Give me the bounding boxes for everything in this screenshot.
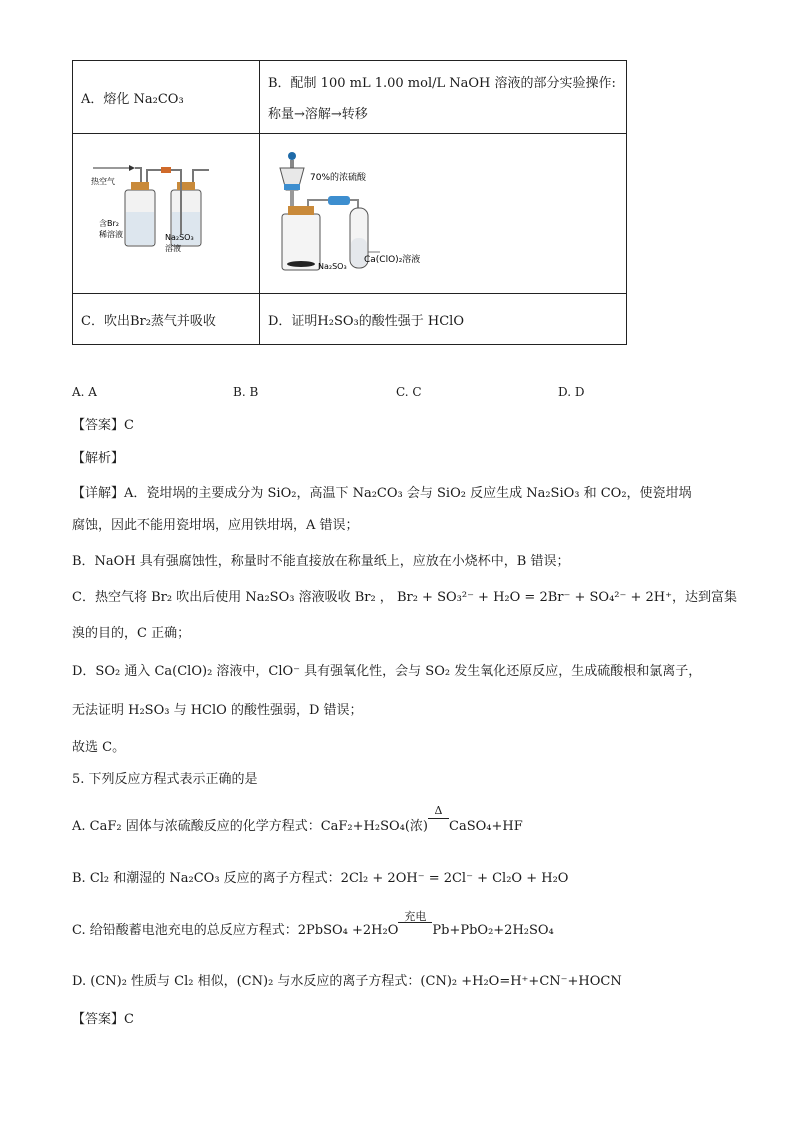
charge-arrow [398, 910, 432, 938]
cell-d: D．证明H₂SO₃的酸性强于 HClO [260, 294, 627, 345]
cell-b [260, 61, 627, 134]
option-c: C. C [396, 385, 422, 399]
cell-b-line2: 称量→溶解→转移 [268, 107, 368, 122]
charge-label: 充电 [404, 910, 427, 923]
analysis-tag: 【解析】 [72, 451, 125, 466]
cell-c: C．吹出Br₂蒸气并吸收 [73, 294, 260, 345]
q5-a-product: CaSO₄+HF [449, 819, 523, 834]
detail-line-3: B．NaOH 具有强腐蚀性，称量时不能直接放在称量纸上，应放在小烧杯中，B 错误； [72, 554, 570, 569]
label-solution: 溶液 [165, 244, 181, 253]
answer-1: 【答案】C [72, 418, 134, 433]
figure-c [73, 134, 260, 294]
label-dilute: 稀溶液 [99, 230, 123, 239]
q5-c-text: C. 给铅酸蓄电池充电的总反应方程式：2PbSO₄ +2H₂O [72, 923, 399, 938]
cell-b-line1: B．配制 100 mL 1.00 mol/L NaOH 溶液的部分实验操作: [268, 76, 616, 91]
detail-line-1: 【详解】A．瓷坩埚的主要成分为 SiO₂，高温下 Na₂CO₃ 会与 SiO₂ 反应生成 Na₂SiO₃ 和 CO₂，使瓷坩埚 [72, 486, 692, 501]
acid-strength-apparatus [268, 134, 618, 289]
option-a: A. A [72, 385, 97, 399]
q5-option-a [72, 804, 523, 834]
heat-arrow [428, 804, 449, 834]
experiment-table [72, 60, 627, 345]
q5-option-b: B. Cl₂ 和潮湿的 Na₂CO₃ 反应的离子方程式：2Cl₂ + 2OH⁻ = 2Cl⁻ + Cl₂O + H₂O [72, 871, 569, 886]
q5-c-product: Pb+PbO₂+2H₂SO₄ [432, 923, 554, 938]
detail-line-4: C．热空气将 Br₂ 吹出后使用 Na₂SO₃ 溶液吸收 Br₂ ， Br₂ + SO₃²⁻ + H₂O = 2Br⁻ + SO₄²⁻ + 2H⁺，达到富集 [72, 590, 737, 605]
figure-d [260, 134, 627, 294]
question-5-stem: 5. 下列反应方程式表示正确的是 [72, 772, 258, 787]
label-na2so3-d: Na₂SO₃ [318, 262, 347, 271]
option-b: B. B [233, 385, 259, 399]
label-na2so3: Na₂SO₃ [165, 233, 194, 242]
bromine-absorption-apparatus [81, 134, 251, 289]
detail-line-8: 故选 C。 [72, 740, 126, 755]
detail-line-7: 无法证明 H₂SO₃ 与 HClO 的酸性强弱，D 错误； [72, 703, 363, 718]
cell-a: A．熔化 Na₂CO₃ [73, 61, 260, 134]
answer-2: 【答案】C [72, 1012, 134, 1027]
detail-line-6: D．SO₂ 通入 Ca(ClO)₂ 溶液中，ClO⁻ 具有强氧化性，会与 SO₂ 发生氧化还原反应，生成硫酸根和氯离子， [72, 664, 702, 679]
q5-option-c [72, 910, 554, 938]
option-d: D. D [558, 385, 585, 399]
q5-option-d: D. (CN)₂ 性质与 Cl₂ 相似，(CN)₂ 与水反应的离子方程式：(CN)₂ +H₂O=H⁺+CN⁻+HOCN [72, 974, 622, 989]
label-ca-clo: Ca(ClO)₂溶液 [364, 255, 421, 265]
q5-a-text: A. CaF₂ 固体与浓硫酸反应的化学方程式：CaF₂+H₂SO₄(浓) [72, 819, 429, 834]
detail-line-2: 腐蚀，因此不能用瓷坩埚，应用铁坩埚，A 错误； [72, 518, 359, 533]
label-hot-air: 热空气 [91, 177, 115, 186]
label-br-solution: 含Br₂ [99, 219, 119, 228]
heat-symbol: Δ [434, 804, 443, 817]
detail-line-5: 溴的目的，C 正确； [72, 626, 191, 641]
label-conc-acid: 70%的浓硫酸 [310, 173, 367, 183]
